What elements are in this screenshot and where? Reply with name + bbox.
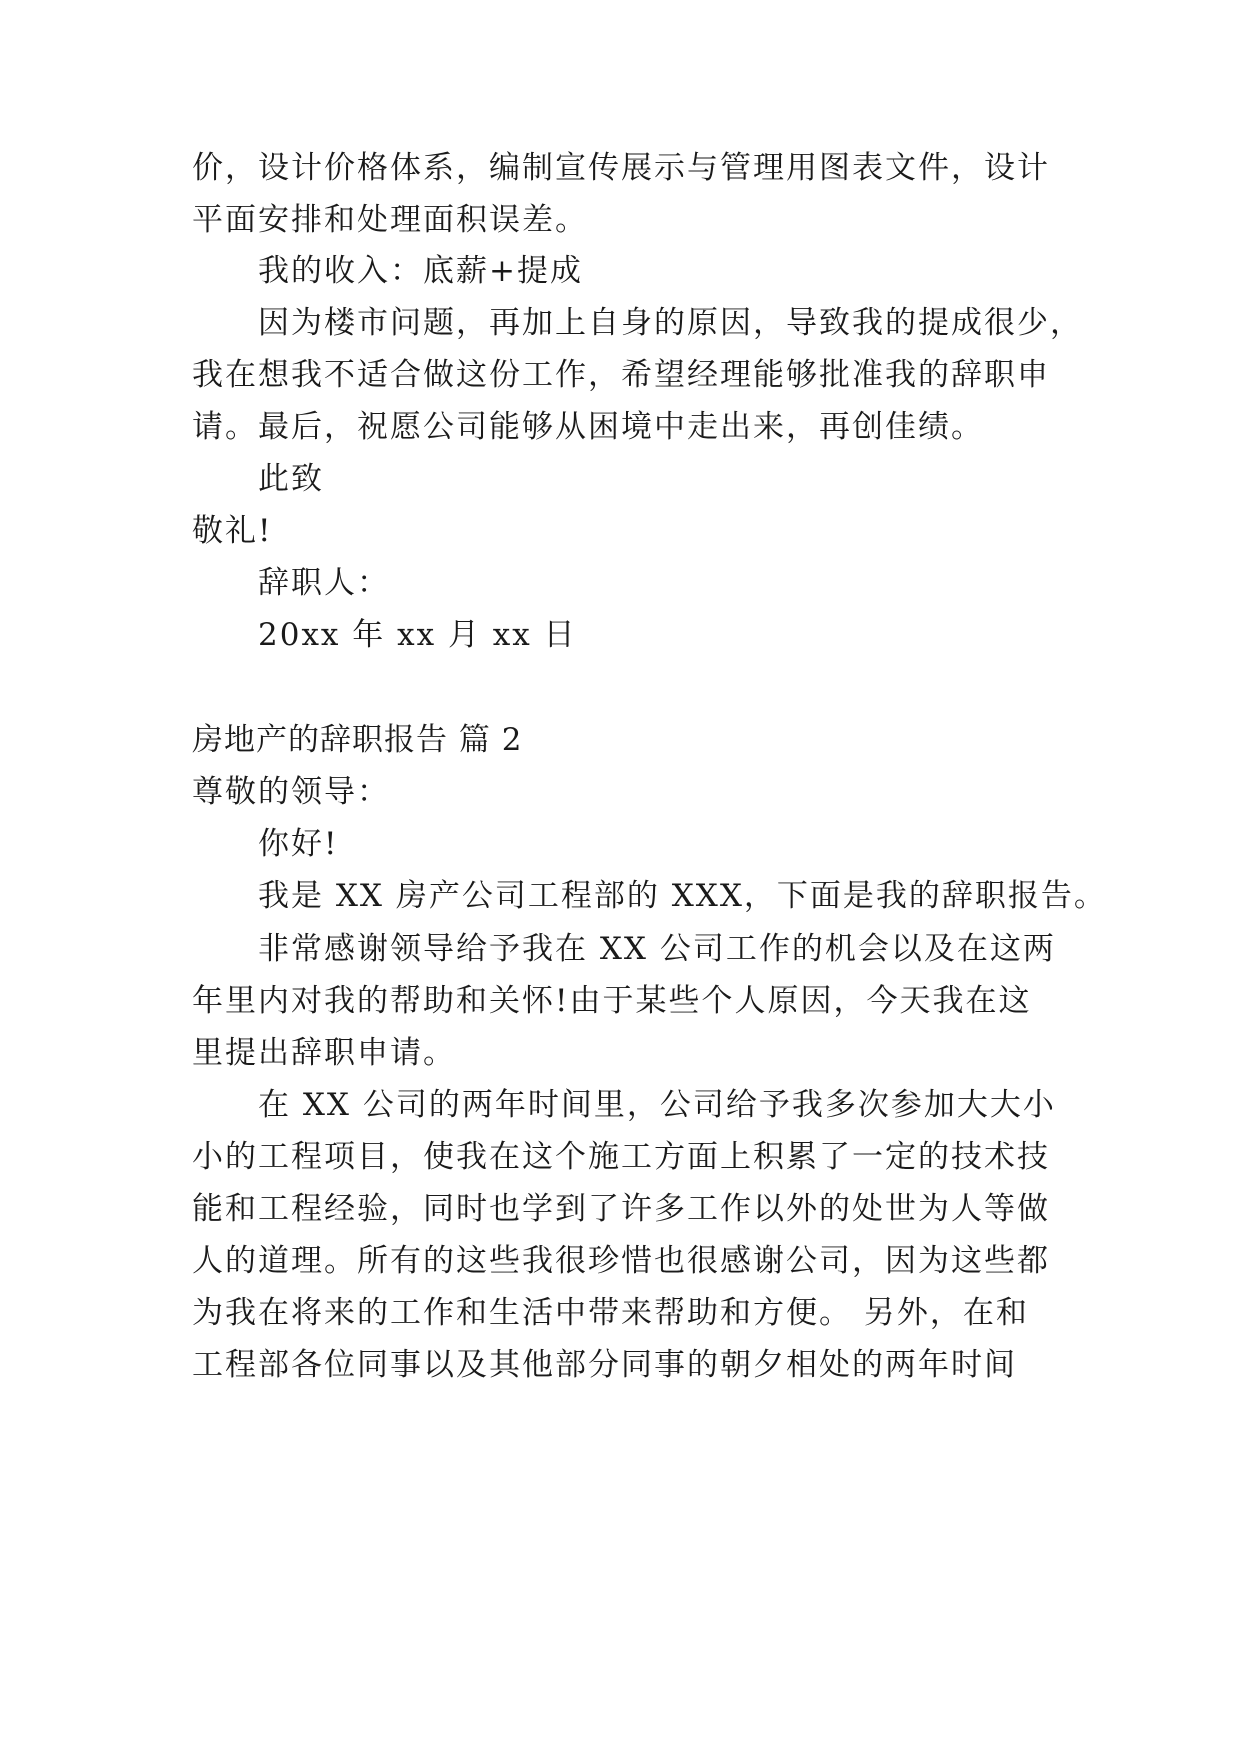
date-line: 20xx 年 xx 月 xx 日 bbox=[258, 617, 577, 653]
paragraph-line: 价，设计价格体系，编制宣传展示与管理用图表文件，设计 bbox=[192, 150, 1050, 186]
paragraph-line: 人的道理。所有的这些我很珍惜也很感谢公司，因为这些都 bbox=[192, 1243, 1050, 1279]
paragraph-line: 里提出辞职申请。 bbox=[192, 1035, 456, 1071]
paragraph-line: 工程部各位同事以及其他部分同事的朝夕相处的两年时间 bbox=[192, 1347, 1017, 1383]
intro-line: 我是 XX 房产公司工程部的 XXX，下面是我的辞职报告。 bbox=[258, 878, 1107, 914]
paragraph-line: 在 XX 公司的两年时间里，公司给予我多次参加大大小 bbox=[258, 1087, 1056, 1123]
paragraph-line: 能和工程经验，同时也学到了许多工作以外的处世为人等做 bbox=[192, 1191, 1050, 1227]
greeting-line: 尊敬的领导： bbox=[192, 774, 390, 810]
paragraph-line: 我在想我不适合做这份工作，希望经理能够批准我的辞职申 bbox=[192, 357, 1050, 393]
paragraph-line: 请。最后，祝愿公司能够从困境中走出来，再创佳绩。 bbox=[192, 409, 984, 445]
paragraph-line: 为我在将来的工作和生活中带来帮助和方便。 另外，在和 bbox=[192, 1295, 1029, 1331]
paragraph-line: 平面安排和处理面积误差。 bbox=[192, 202, 588, 238]
paragraph-line: 小的工程项目，使我在这个施工方面上积累了一定的技术技 bbox=[192, 1139, 1050, 1175]
closing-line: 此致 bbox=[258, 461, 324, 497]
paragraph-line: 因为楼市问题，再加上自身的原因，导致我的提成很少， bbox=[258, 305, 1083, 341]
section-title: 房地产的辞职报告 篇 2 bbox=[192, 722, 523, 758]
paragraph-line: 年里内对我的帮助和关怀!由于某些个人原因，今天我在这 bbox=[192, 983, 1032, 1019]
salute-line: 敬礼! bbox=[192, 513, 273, 549]
income-line: 我的收入：底薪+提成 bbox=[258, 253, 583, 289]
signer-line: 辞职人： bbox=[258, 565, 390, 601]
hello-line: 你好! bbox=[258, 826, 339, 862]
paragraph-line: 非常感谢领导给予我在 XX 公司工作的机会以及在这两 bbox=[258, 931, 1056, 967]
